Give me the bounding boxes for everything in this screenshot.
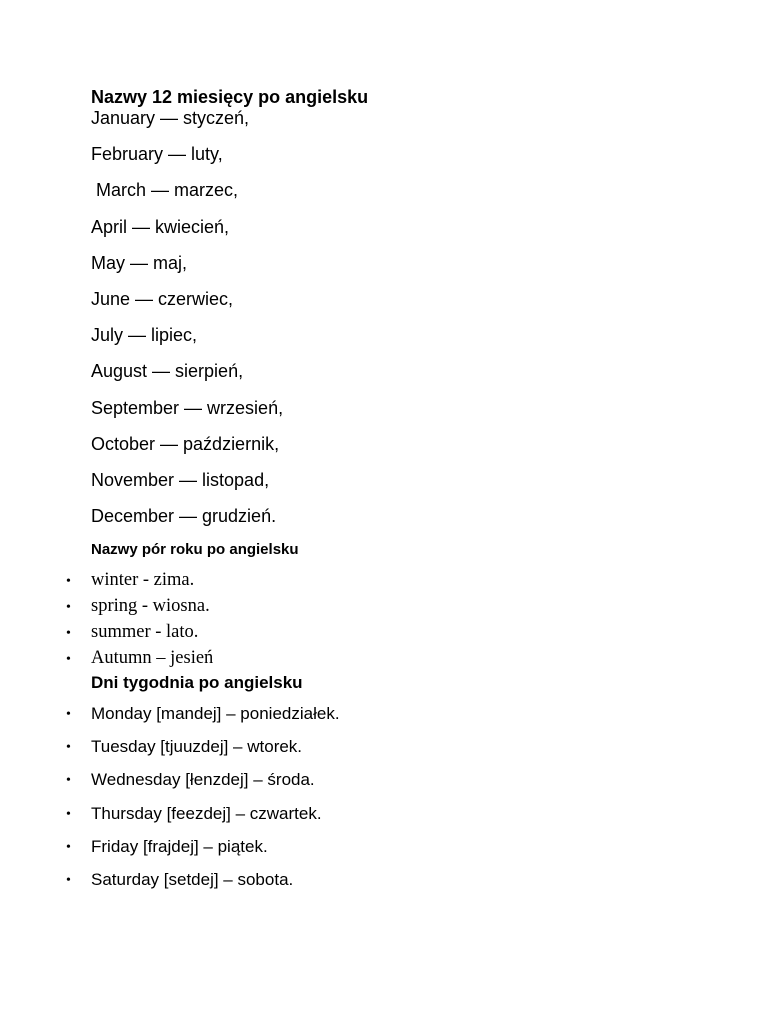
- day-item-friday: [0, 836, 340, 869]
- bullet-icon: •: [66, 740, 71, 756]
- bullet-icon: •: [66, 600, 71, 615]
- month-item-february: February — luty,: [91, 144, 223, 165]
- month-item-april: April — kwiecień,: [91, 216, 230, 237]
- bullet-icon: •: [66, 574, 71, 589]
- day-item-tuesday: [0, 736, 340, 769]
- bullet-icon: •: [66, 806, 71, 822]
- season-text: spring - wiosna.: [91, 596, 210, 616]
- day-item-thursday: [0, 803, 340, 836]
- day-item-saturday: [0, 869, 340, 902]
- month-item-august: August — sierpień,: [91, 361, 244, 382]
- month-item-march: March — marzec,: [91, 180, 239, 201]
- day-text: Saturday [setdej] – sobota.: [91, 869, 294, 889]
- day-item-wednesday: [0, 769, 340, 802]
- month-item-october: October — październik,: [91, 433, 280, 454]
- month-item-june: June — czerwiec,: [91, 288, 234, 309]
- day-text: Tuesday [tjuuzdej] – wtorek.: [91, 737, 303, 757]
- month-item-september: September — wrzesień,: [91, 397, 284, 418]
- bullet-icon: •: [66, 652, 71, 667]
- day-text: Monday [mandej] – poniedziałek.: [91, 704, 340, 723]
- bullet-icon: •: [66, 839, 71, 855]
- days-list: [0, 703, 340, 902]
- season-item-autumn: [0, 646, 213, 672]
- months-list: [91, 107, 283, 541]
- bullet-icon: •: [66, 872, 71, 888]
- bullet-icon: •: [66, 626, 71, 641]
- day-text: Thursday [feezdej] – czwartek.: [91, 803, 322, 823]
- season-item-spring: [0, 594, 213, 620]
- month-item-january: January — styczeń,: [91, 108, 250, 128]
- day-text: Wednesday [łenzdej] – środa.: [91, 770, 315, 790]
- bullet-icon: •: [66, 773, 71, 789]
- day-item-monday: [0, 703, 340, 736]
- season-text: summer - lato.: [91, 622, 199, 642]
- season-text: Autumn – jesień: [91, 648, 214, 668]
- season-item-winter: [0, 568, 213, 594]
- bullet-icon: •: [66, 707, 71, 722]
- month-item-july: July — lipiec,: [91, 325, 198, 346]
- month-item-november: November — listopad,: [91, 469, 270, 490]
- day-text: Friday [frajdej] – piątek.: [91, 836, 268, 856]
- month-item-may: May — maj,: [91, 252, 188, 273]
- season-item-summer: [0, 620, 213, 646]
- season-text: winter - zima.: [91, 570, 195, 590]
- month-item-december: December — grudzień.: [91, 506, 277, 527]
- seasons-heading: Nazwy pór roku po angielsku: [91, 541, 299, 558]
- days-heading: Dni tygodnia po angielsku: [91, 673, 303, 692]
- page-title: Nazwy 12 miesięcy po angielsku: [91, 87, 369, 107]
- seasons-list: [0, 568, 213, 672]
